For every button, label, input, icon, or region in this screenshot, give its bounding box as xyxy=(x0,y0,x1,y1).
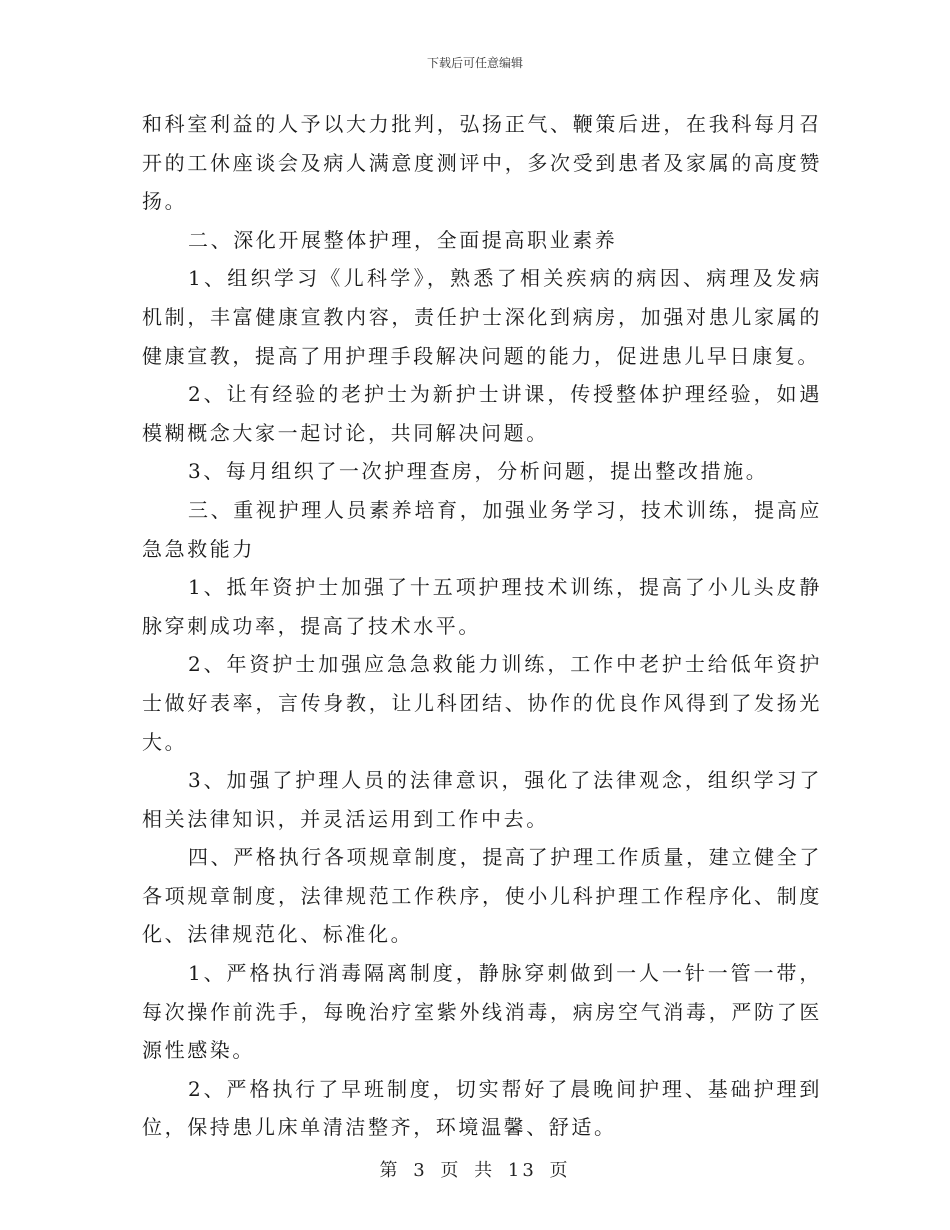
paragraph-3-2: 2、年资护士加强应急急救能力训练，工作中老护士给低年资护士做好表率，言传身教，让儿科团结、协作的优良作风得到了发扬光大。 xyxy=(142,652,822,754)
footer-total-word: 共 xyxy=(474,1160,496,1181)
section-heading-4: 四、严格执行各项规章制度，提高了护理工作质量，建立健全了各项规章制度，法律规范工作秩序，使小儿科护理工作程序化、制度化、法律规范化、标准化。 xyxy=(142,845,822,947)
footer-total-pages: 13 xyxy=(507,1160,537,1181)
footer-current-page: 3 xyxy=(413,1160,428,1181)
paragraph-2-2: 2、让有经验的老护士为新护士讲课，传授整体护理经验，如遇模糊概念大家一起讨论，共同解决问题。 xyxy=(142,382,822,445)
paragraph-4-1: 1、严格执行消毒隔离制度，静脉穿刺做到一人一针一管一带，每次操作前洗手，每晚治疗室紫外线消毒，病房空气消毒，严防了医源性感染。 xyxy=(142,961,822,1063)
footer-prefix: 第 xyxy=(379,1160,401,1181)
section-heading-2: 二、深化开展整体护理，全面提高职业素养 xyxy=(188,227,618,252)
paragraph-3-3: 3、加强了护理人员的法律意识，强化了法律观念，组织学习了相关法律知识，并灵活运用到工作中去。 xyxy=(142,768,822,831)
paragraph-2-1: 1、组织学习《儿科学》，熟悉了相关疾病的病因、病理及发病机制，丰富健康宣教内容，责任护士深化到病房，加强对患儿家属的健康宣教，提高了用护理手段解决问题的能力，促进患儿早日康复。 xyxy=(142,266,822,368)
paragraph-3-1: 1、抵年资护士加强了十五项护理技术训练，提高了小儿头皮静脉穿刺成功率，提高了技术水平。 xyxy=(142,575,822,638)
header-note: 下载后可任意编辑 xyxy=(426,56,523,70)
document-body xyxy=(142,105,822,1147)
page-footer xyxy=(0,1156,950,1182)
footer-page-unit: 页 xyxy=(440,1160,462,1181)
paragraph-2-3: 3、每月组织了一次护理查房，分析问题，提出整改措施。 xyxy=(188,459,769,484)
section-heading-3: 三、重视护理人员素养培育，加强业务学习，技术训练，提高应急急救能力 xyxy=(142,497,822,561)
paragraph-1: 和科室利益的人予以大力批判，弘扬正气、鞭策后进，在我科每月召开的工休座谈会及病人满意度测评中，多次受到患者及家属的高度赞扬。 xyxy=(142,112,822,214)
paragraph-4-2: 2、严格执行了早班制度，切实帮好了晨晚间护理、基础护理到位，保持患儿床单清洁整齐，环境温馨、舒适。 xyxy=(142,1076,822,1140)
footer-suffix: 页 xyxy=(549,1160,571,1181)
